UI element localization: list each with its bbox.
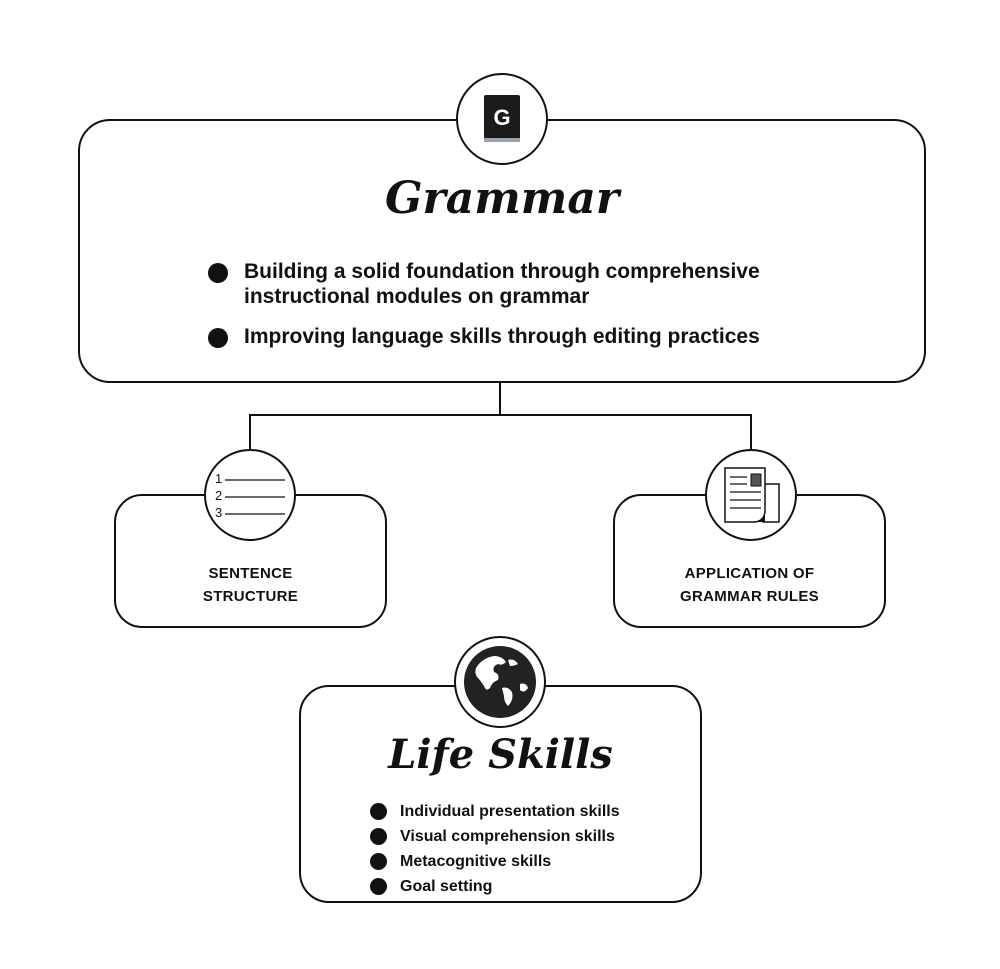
life-skills-bullet-text: Goal setting [400, 878, 493, 895]
list-item [208, 324, 868, 349]
life-skills-bullet-text: Metacognitive skills [400, 853, 552, 870]
bullet-dot [370, 878, 387, 895]
list-item [370, 799, 690, 824]
connector-left-drop [249, 414, 251, 450]
list-item [370, 849, 690, 874]
life-skills-bullet-text: Individual presentation skills [400, 803, 620, 820]
list-number-2: 2 [215, 488, 223, 503]
grammar-bullet-list [208, 259, 868, 349]
application-label: APPLICATION OF GRAMMAR RULES [680, 565, 819, 605]
application-icon-circle [705, 449, 797, 541]
life-skills-bullet-list [370, 799, 690, 899]
bullet-dot [370, 803, 387, 820]
sentence-structure-label: SENTENCE STRUCTURE [202, 565, 299, 605]
grammar-icon-circle [456, 73, 548, 165]
life-skills-title: Life Skills [388, 731, 613, 778]
grammar-book-icon [483, 94, 521, 144]
connector-vertical-main [499, 382, 501, 416]
list-number-3: 3 [215, 505, 223, 520]
grammar-title: Grammar [384, 173, 620, 224]
bullet-dot [208, 328, 228, 348]
bullet-dot [370, 853, 387, 870]
globe-icon [462, 644, 538, 720]
list-item [208, 259, 868, 309]
life-skills-icon-circle [454, 636, 546, 728]
bullet-dot [208, 263, 228, 283]
grammar-icon-letter: G [493, 105, 511, 130]
grammar-bullet-text: Improving language skills through editing practices [244, 325, 760, 348]
connector-right-drop [750, 414, 752, 450]
grammar-bullet-text: Building a solid foundation through comprehensive instructional modules on grammar [244, 260, 760, 308]
connector-horizontal [249, 414, 752, 416]
numbered-list-icon [211, 470, 289, 520]
list-number-1: 1 [215, 471, 223, 486]
list-item [370, 874, 690, 899]
life-skills-bullet-text: Visual comprehension skills [400, 828, 615, 845]
sentence-structure-icon-circle [204, 449, 296, 541]
bullet-dot [370, 828, 387, 845]
document-icon [719, 464, 783, 526]
list-item [370, 824, 690, 849]
